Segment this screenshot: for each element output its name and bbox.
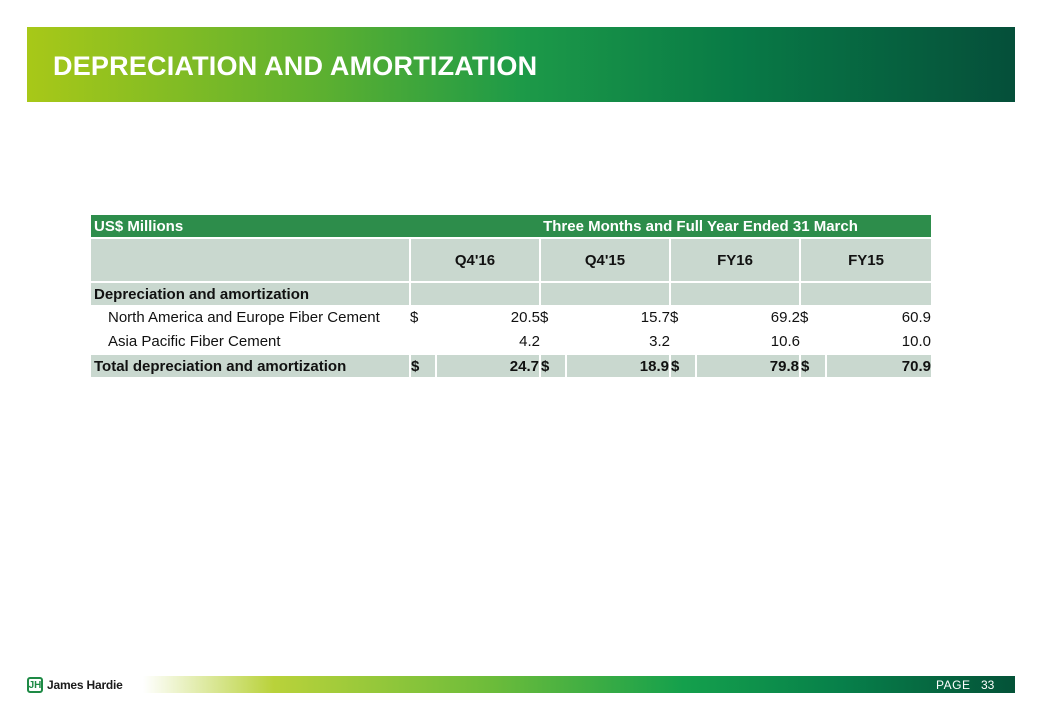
total-value: 18.9 xyxy=(566,354,670,377)
section-cell xyxy=(800,282,931,305)
currency-symbol: $ xyxy=(670,354,696,377)
row-label: North America and Europe Fiber Cement xyxy=(108,308,380,326)
total-label: Total depreciation and amortization xyxy=(91,354,410,377)
section-row xyxy=(91,282,931,305)
currency-symbol: $ xyxy=(800,354,826,377)
value-cell: 4.2 xyxy=(519,332,540,350)
section-cell xyxy=(540,282,670,305)
value-cell: 3.2 xyxy=(649,332,670,350)
column-header: FY15 xyxy=(800,238,931,282)
period-label: Three Months and Full Year Ended 31 March xyxy=(410,215,931,238)
column-header-row xyxy=(91,238,931,282)
currency-symbol: $ xyxy=(800,308,809,326)
page-label: PAGE xyxy=(936,678,971,692)
depreciation-table xyxy=(91,215,931,377)
currency-symbol xyxy=(410,329,436,354)
currency-symbol xyxy=(540,329,566,354)
currency-symbol: $ xyxy=(540,354,566,377)
value-cell: 15.7 xyxy=(640,308,670,326)
currency-symbol: $ xyxy=(540,308,549,326)
table-title-row xyxy=(91,215,931,238)
column-header: FY16 xyxy=(670,238,800,282)
total-value: 79.8 xyxy=(696,354,800,377)
page-title: DEPRECIATION AND AMORTIZATION xyxy=(53,51,538,81)
currency-symbol: $ xyxy=(670,308,679,326)
value-cell: 10.6 xyxy=(770,332,800,350)
currency-symbol: $ xyxy=(410,308,419,326)
section-cell xyxy=(670,282,800,305)
currency-symbol: $ xyxy=(410,354,436,377)
row-label: Asia Pacific Fiber Cement xyxy=(108,332,281,350)
section-cell xyxy=(410,282,540,305)
column-header-blank xyxy=(91,238,410,282)
logo-text: James Hardie xyxy=(47,678,123,692)
james-hardie-logo xyxy=(27,676,123,694)
value-cell: 60.9 xyxy=(901,308,931,326)
table-row xyxy=(91,305,931,329)
value-cell: 20.5 xyxy=(510,308,540,326)
value-cell: 10.0 xyxy=(901,332,931,350)
column-header: Q4'15 xyxy=(540,238,670,282)
total-value: 70.9 xyxy=(826,354,931,377)
currency-symbol xyxy=(800,329,826,354)
unit-label: US$ Millions xyxy=(91,215,410,238)
value-cell: 69.2 xyxy=(770,308,800,326)
footer-bar xyxy=(143,676,1015,693)
james-hardie-logo-icon: JH xyxy=(27,677,43,693)
table-row xyxy=(91,329,931,354)
currency-symbol xyxy=(670,329,696,354)
total-value: 24.7 xyxy=(436,354,540,377)
total-row xyxy=(91,354,931,377)
header-banner xyxy=(27,27,1015,102)
section-label: Depreciation and amortization xyxy=(91,282,410,305)
column-header: Q4'16 xyxy=(410,238,540,282)
page-number: 33 xyxy=(981,678,995,692)
